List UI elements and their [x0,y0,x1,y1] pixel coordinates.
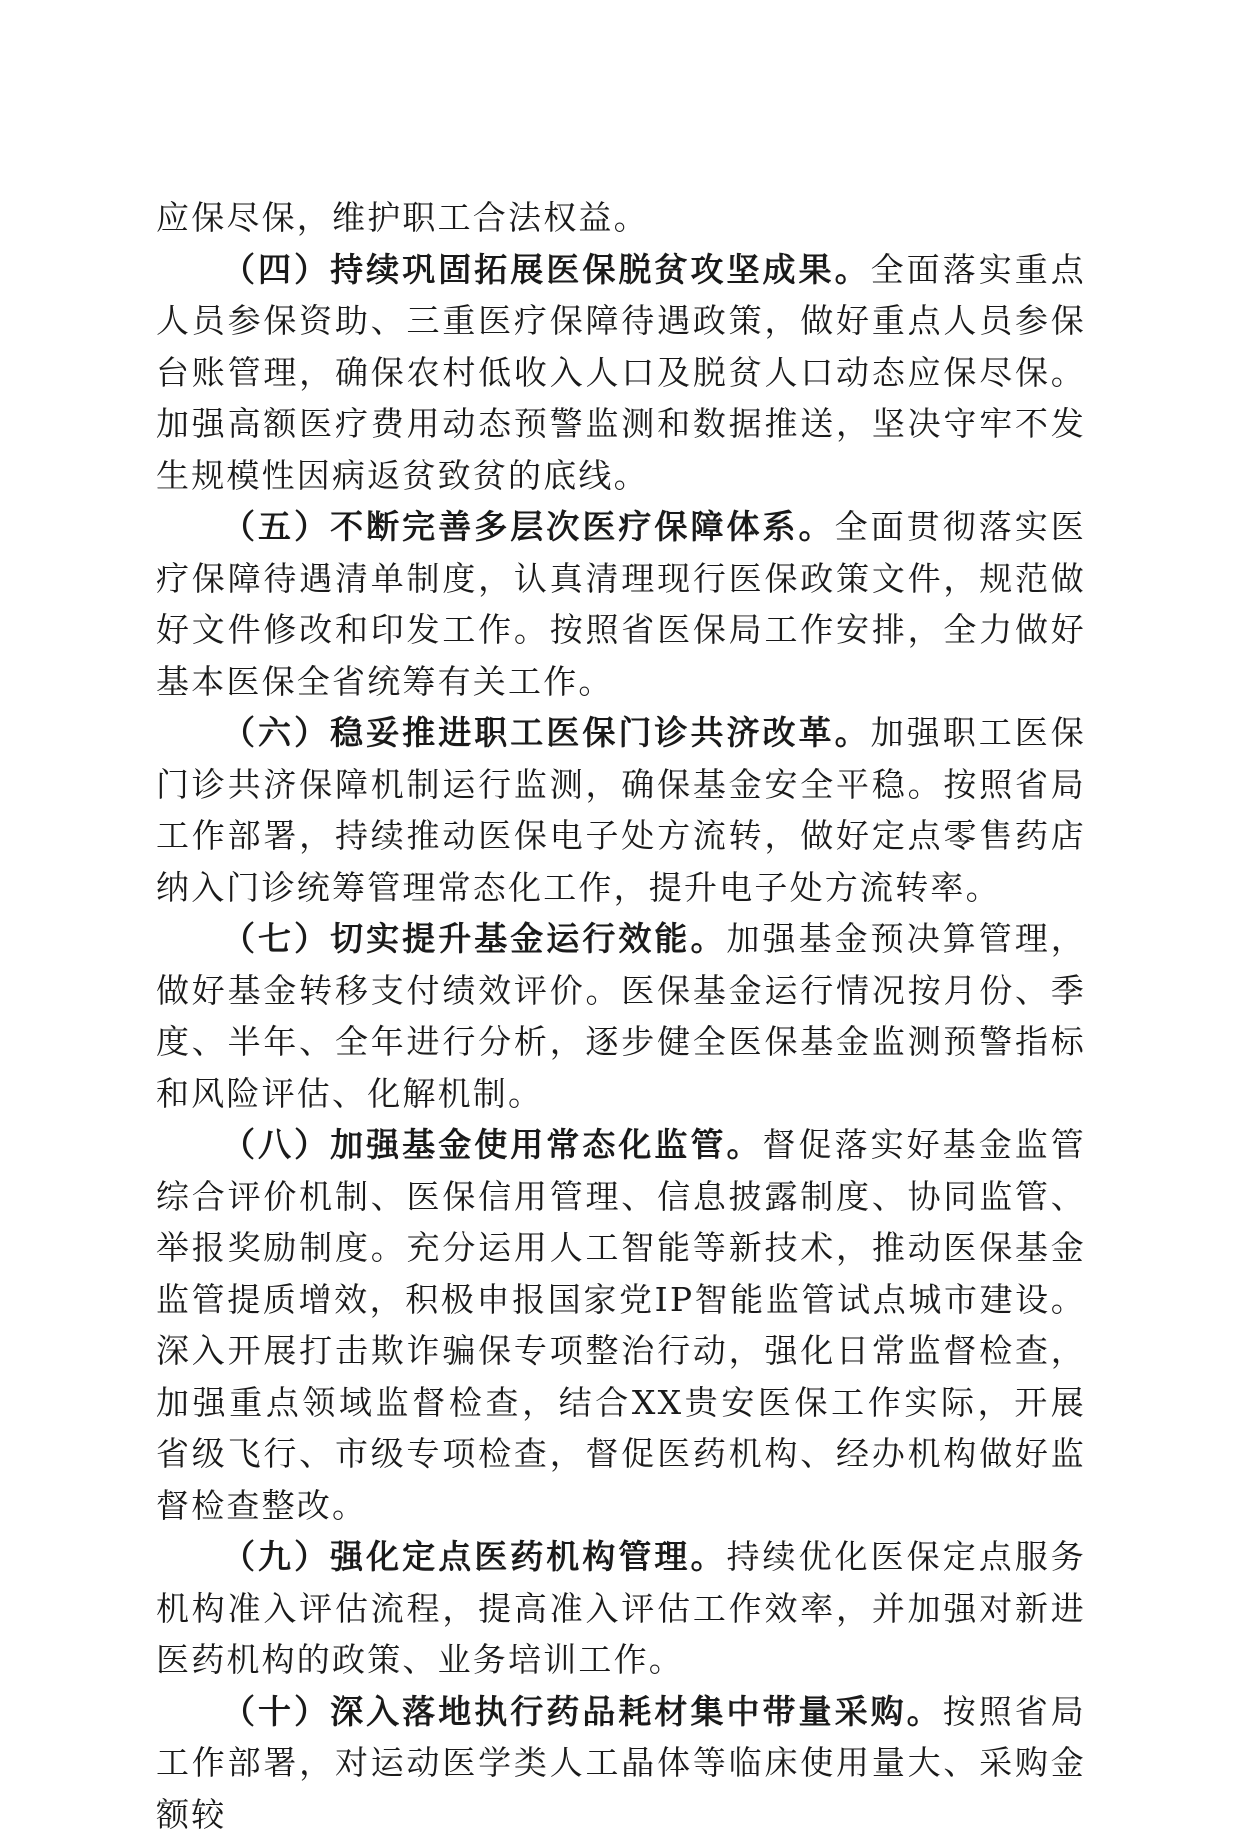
section-7 [156,913,1086,1119]
section-10 [156,1686,1086,1840]
section-5-heading: （五）不断完善多层次医疗保障体系。 [222,507,835,546]
section-9-heading: （九）强化定点医药机构管理。 [222,1537,726,1576]
section-7-heading: （七）切实提升基金运行效能。 [222,919,726,958]
section-6-body: 加强职工医保门诊共济保障机制运行监测，确保基金安全平稳。按照省局工作部署，持续推动医保电子处方流转，做好定点零售药店纳入门诊统筹管理常态化工作，提升电子处方流转率。 [156,713,1086,907]
section-4 [156,244,1086,502]
section-8 [156,1119,1086,1531]
lead-paragraph: 应保尽保，维护职工合法权益。 [156,192,1086,244]
section-10-body: 按照省局工作部署，对运动医学类人工晶体等临床使用量大、采购金额较 [156,1692,1086,1834]
section-9-body: 持续优化医保定点服务机构准入评估流程，提高准入评估工作效率，并加强对新进医药机构的政策、业务培训工作。 [156,1537,1086,1679]
section-5-body: 全面贯彻落实医疗保障待遇清单制度，认真清理现行医保政策文件，规范做好文件修改和印发工作。按照省医保局工作安排，全力做好基本医保全省统筹有关工作。 [156,507,1086,701]
section-4-body: 全面落实重点人员参保资助、三重医疗保障待遇政策，做好重点人员参保台账管理，确保农村低收入人口及脱贫人口动态应保尽保。加强高额医疗费用动态预警监测和数据推送，坚决守牢不发生规模性因病返贫致贫的底线。 [156,250,1086,495]
section-5 [156,501,1086,707]
section-9 [156,1531,1086,1686]
section-4-heading: （四）持续巩固拓展医保脱贫攻坚成果。 [222,250,871,289]
section-8-heading: （八）加强基金使用常态化监管。 [222,1125,763,1164]
section-6 [156,707,1086,913]
section-7-body: 加强基金预决算管理，做好基金转移支付绩效评价。医保基金运行情况按月份、季度、半年、全年进行分析，逐步健全医保基金监测预警指标和风险评估、化解机制。 [156,919,1086,1113]
section-10-heading: （十）深入落地执行药品耗材集中带量采购。 [222,1692,943,1731]
section-6-heading: （六）稳妥推进职工医保门诊共济改革。 [222,713,871,752]
section-8-body: 督促落实好基金监管综合评价机制、医保信用管理、信息披露制度、协同监管、举报奖励制度。充分运用人工智能等新技术，推动医保基金监管提质增效，积极申报国家党IP智能监管试点城市建设。深入开展打击欺诈骗保专项整治行动，强化日常监督检查，加强重点领域监督检查，结合XX贵安医保工作实际，开展省级飞行、市级专项检查，督促医药机构、经办机构做好监督检查整改。 [156,1125,1086,1525]
document-page [156,192,1086,1840]
